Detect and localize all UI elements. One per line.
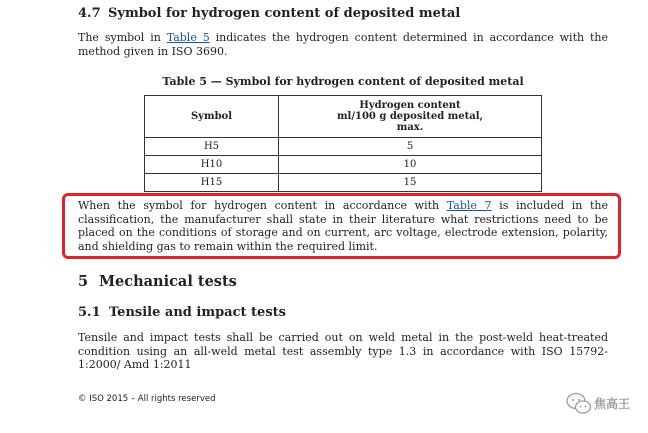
section-title: Mechanical tests (99, 273, 237, 290)
section-4-7-paragraph (78, 31, 608, 58)
table-5-link[interactable]: Table 5 (166, 31, 210, 44)
table-row (145, 174, 542, 192)
hydrogen-content-table (144, 95, 542, 192)
section-5-heading (78, 273, 237, 290)
paragraph-text: When the symbol for hydrogen content in accordance with (78, 199, 447, 212)
paragraph-text: is included in the classification, the manufacturer shall state in their literature what restrictions need to be placed on the conditions of storage and on current, arc voltage, electrode extension, polarity, and shielding gas to remain within the required limit. (78, 199, 608, 253)
section-5-1-heading (78, 305, 286, 320)
symbol-cell: H10 (145, 156, 279, 174)
header-symbol: Symbol (145, 96, 279, 138)
value-cell: 15 (279, 174, 542, 192)
copyright-footer: © ISO 2015 – All rights reserved (78, 394, 216, 404)
section-number: 5 (78, 273, 89, 290)
header-line: max. (396, 122, 424, 133)
header-hydrogen-content (279, 96, 542, 138)
paragraph-text: The symbol in (78, 31, 167, 44)
value-cell: 10 (279, 156, 542, 174)
section-4-7-heading (78, 6, 460, 21)
header-line: Hydrogen content (359, 100, 461, 111)
section-number: 4.7 (78, 6, 101, 21)
section-title: Symbol for hydrogen content of deposited metal (108, 6, 461, 21)
header-line: ml/100 g deposited metal, (336, 111, 484, 122)
watermark (566, 388, 638, 422)
section-5-1-paragraph: Tensile and impact tests shall be carried out on weld metal in the post-weld heat-treated condition using an all-weld metal test assembly type 1.3 in accordance with ISO 15792-1:2000/ Amd 1:2011 (78, 331, 608, 371)
table-row (145, 156, 542, 174)
table-row (145, 138, 542, 156)
hydrogen-note-paragraph (78, 199, 608, 253)
paragraph-text: indicates the hydrogen content determined in accordance with the method given in ISO 3690. (78, 31, 608, 58)
value-cell: 5 (279, 138, 542, 156)
table-header-row (145, 96, 542, 138)
symbol-cell: H15 (145, 174, 279, 192)
watermark-text: 焦高王 (594, 397, 631, 411)
table-5-caption: Table 5 — Symbol for hydrogen content of deposited metal (162, 75, 524, 88)
wechat-icon (566, 392, 592, 416)
section-title: Tensile and impact tests (109, 305, 286, 320)
section-number: 5.1 (78, 305, 101, 320)
table-7-link[interactable]: Table 7 (446, 199, 492, 212)
symbol-cell: H5 (145, 138, 279, 156)
